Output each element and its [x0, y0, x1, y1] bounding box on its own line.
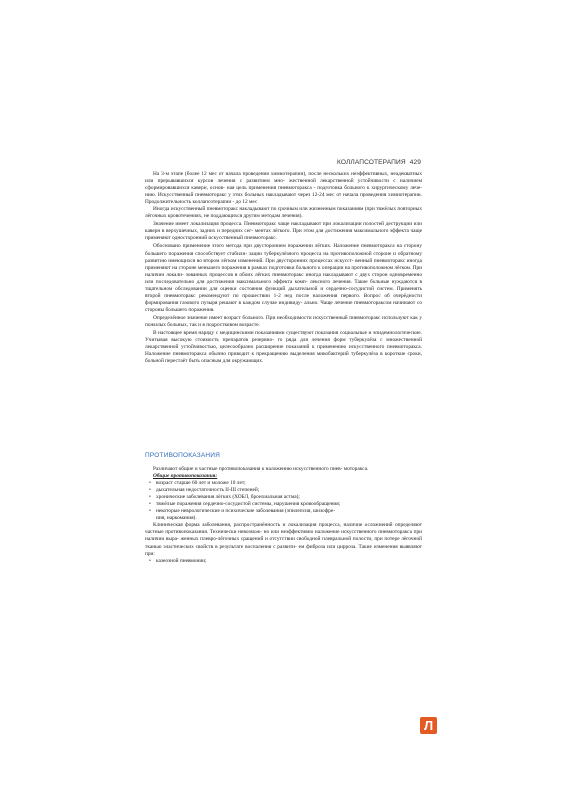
list-item: • возраст старше 60 лет и моложе 10 лет; [149, 480, 422, 487]
paragraph: Определённое значение имеет возраст больного. При необходимости искусственный пневмоторакс используют как у пожилых больных, так и в подростковом возрасте. [145, 314, 422, 328]
contraindication-list [145, 480, 422, 522]
running-header [337, 159, 421, 166]
logo-letter: Л [423, 718, 434, 733]
paragraph: Значение имеет локализация процесса. Пневмоторакс чаще накладывают при локализации полостей деструкции или каверн в верхушечных, задних и передних сег- ментах лёгкого. При этом для достижения максимального эффекта чаще применяют односторонний искусственный пневмоторакс. [145, 221, 423, 242]
contraindication-list [145, 558, 422, 565]
paragraph: Клиническая форма заболевания, распространённость и локализация процесса, наличие осложнений определяют частные противопоказания. Технически невозмож- но или неэффективно наложение искусственного пневмоторакса при наличии выра- женных плевро-лёгочных сращений и отсутствии свободной плевральной полости, при потере лёгочной тканью эластических свойств в результате воспаления с развити- ем фиброза или цирроза. Такие изменения выявляют при: [145, 522, 423, 557]
paragraph: В настоящее время наряду с медицинскими показаниями существуют показания социальные и эпидемиологические. Учитывая высокую стоимость препаратов резервно- го ряда для лечения форм туберкулёза с множественной лекарственной устойчивостью, целесообразно расширение показаний к применению искусственного пневмоторакса. Наложение пневмоторакса обычно приводит к прекращению выделения микобактерий туберкулёза в короткие сроки, больной перестаёт быть опасным для окружающих. [145, 330, 422, 365]
list-item: • хронические заболевания лёгких (ХОБЛ, бронхиальная астма); [149, 494, 422, 501]
paragraph: На 3-м этапе (более 12 мес от начала проведения химиотерапии), после нескольких неэффективных, неадекватных или прерывавшихся курсов лечения с развитием мно- жественной лекарственной устойчивости с наличием сформировавшихся каверн, основ- ная цель применения пневмоторакса - подготовка больного к хирургическому лече- нию. Искусственный пневмоторакс у этих больных накладывают через 12-24 мес от начала проведения химиотерапии. Продолжительность коллапсотерапии - до 12 мес [145, 171, 422, 206]
page-number: 429 [409, 159, 421, 166]
section-title: ПРОТИВОПОКАЗАНИЯ [145, 452, 221, 459]
list-item: • дыхательная недостаточность II-III степеней; [149, 487, 422, 494]
list-item: • некоторые неврологические и психические заболевания (эпилепсия, шизофре- ния, наркомания). [149, 508, 422, 522]
list-item: • казеозной пневмонии; [149, 558, 422, 565]
list-item: • тяжёлые поражения сердечно-сосудистой системы, нарушения кровообращения; [149, 501, 422, 508]
subheading: Общие противопоказания: [153, 473, 218, 480]
body-text-bottom [145, 466, 422, 565]
paragraph: Различают общие и частные противопоказания к наложению искусственного пнев- моторакса. [153, 466, 369, 472]
body-text-top [145, 171, 422, 365]
paragraph: Обосновано применение этого метода при двусторонием поражении лёгких. Наложение пневмоторакса на сторону большего поражения способствует стабили- зации туберкулёзного процесса на противоположной стороне и обратному развитию имеющихся во втором лёгком изменений. При двусторонних процессах искусст- венный пневмоторакс иногда применяют на стороне меньшего поражения в рамках подготовки больного к операции на противоположном лёгком. При наличии локали- зованных процессов в обоих лёгких пневмоторакс иногда накладывают с двух сторон одновременно или последовательно для достижения максимального эффекта комп- лексного лечения. Такие больные нуждаются в тщательном обследовании для оценки состояния функций дыхательной и сердечно-сосудистой систем. Применять второй пневмоторакс рекомендуют по прошествии 1-2 нед после наложения первого. Вопрос об очерёдности формирования газового пузыря решают в каждом случае индивиду- ально. Чаще лечение пневмотораксом начинают со стороны большего поражения. [145, 243, 423, 313]
header-title: КОЛЛАПСОТЕРАПИЯ [336, 159, 406, 166]
publisher-logo-icon [420, 717, 437, 734]
paragraph: Иногда искусственный пневмоторакс накладывают по срочным или жизненным показаниям (при тяжёлых повторных лёгочных кровотечениях, не поддающихся другим методам лечения). [145, 206, 422, 220]
